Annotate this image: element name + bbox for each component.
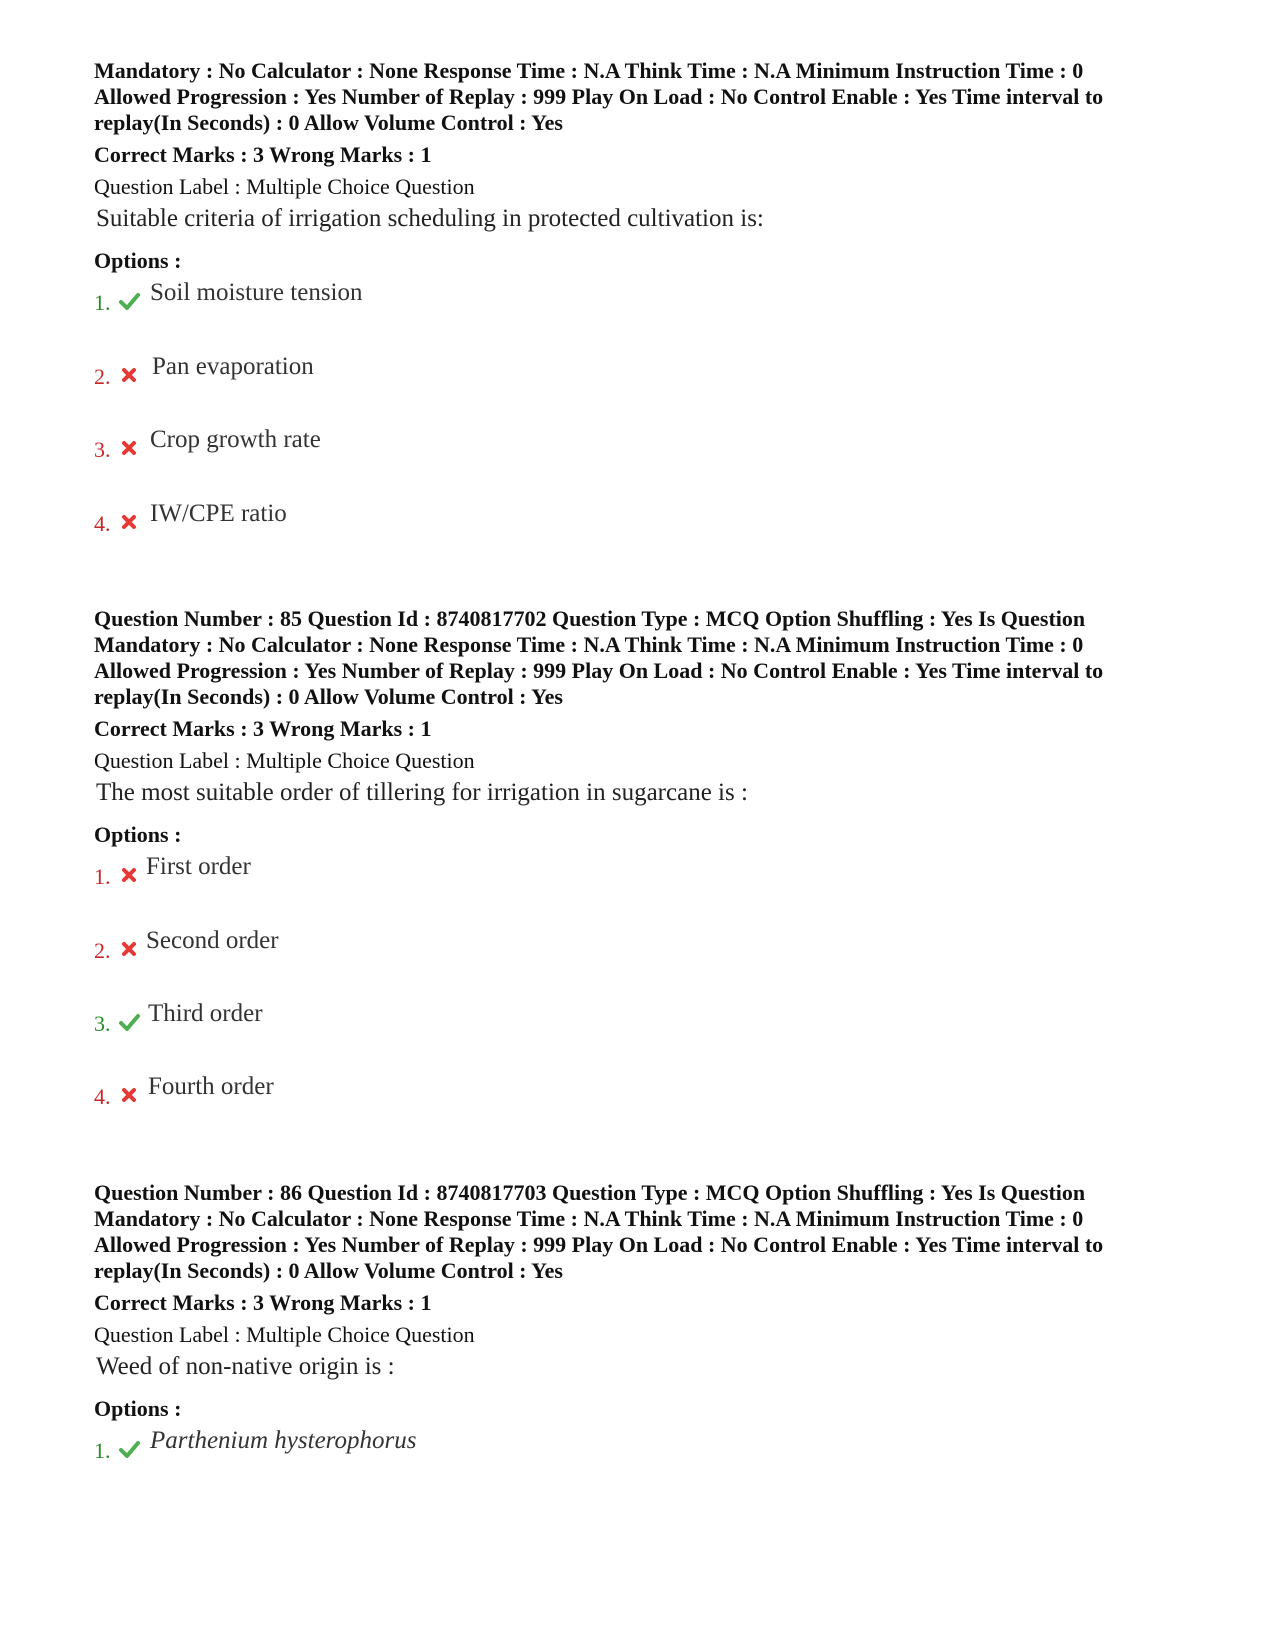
question-meta-line: Question Number : 85 Question Id : 8740817702 Question Type : MCQ Option Shuffling : Yes Is Question [94,606,1086,631]
question-meta-line: replay(In Seconds) : 0 Allow Volume Control : Yes [94,110,563,135]
cross-icon [118,511,140,533]
option-text: Parthenium hysterophorus [150,1427,417,1454]
options-list-86 [94,1426,1204,1486]
question-meta-line: replay(In Seconds) : 0 Allow Volume Control : Yes [94,1258,563,1283]
cross-icon [118,864,140,886]
option-text: Pan evaporation [152,353,314,380]
question-text: Suitable criteria of irrigation scheduling in protected cultivation is: [96,205,764,232]
check-icon [118,290,140,312]
question-text: The most suitable order of tillering for irrigation in sugarcane is : [96,779,748,806]
options-title: Options : [94,1396,182,1421]
option-text: First order [146,853,251,880]
option-number: 2. [94,364,111,389]
cross-icon [118,437,140,459]
option-number: 3. [94,1011,111,1036]
question-meta-line: Allowed Progression : Yes Number of Replay : 999 Play On Load : No Control Enable : Yes Time interval to [94,658,1104,683]
question-label: Question Label : Multiple Choice Question [94,1322,475,1347]
option-number: 3. [94,437,111,462]
question-meta-line: Allowed Progression : Yes Number of Replay : 999 Play On Load : No Control Enable : Yes Time interval to [94,1232,1104,1257]
option-text: Second order [146,927,279,954]
option-number: 4. [94,1084,111,1109]
option-number: 2. [94,938,111,963]
question-meta-line: Mandatory : No Calculator : None Response Time : N.A Think Time : N.A Minimum Instruction Time : 0 [94,632,1084,657]
option-number: 1. [94,864,111,889]
check-icon [118,1011,140,1033]
question-meta-line: replay(In Seconds) : 0 Allow Volume Control : Yes [94,684,563,709]
option-text: Fourth order [148,1073,274,1100]
marks-info: Correct Marks : 3 Wrong Marks : 1 [94,142,432,167]
options-list-84 [94,278,1204,548]
option-number: 1. [94,290,111,315]
option-text: Third order [148,1000,263,1027]
question-block-84 [94,58,1204,274]
question-text: Weed of non-native origin is : [96,1353,395,1380]
marks-info: Correct Marks : 3 Wrong Marks : 1 [94,1290,432,1315]
question-label: Question Label : Multiple Choice Question [94,174,475,199]
option-text: Crop growth rate [150,426,321,453]
option-number: 4. [94,511,111,536]
option-text: IW/CPE ratio [150,500,287,527]
question-meta-line: Allowed Progression : Yes Number of Replay : 999 Play On Load : No Control Enable : Yes Time interval to [94,84,1104,109]
check-icon [118,1438,140,1460]
option-text: Soil moisture tension [150,279,363,306]
question-meta-line: Mandatory : No Calculator : None Response Time : N.A Think Time : N.A Minimum Instruction Time : 0 [94,1206,1084,1231]
question-block-86 [94,1180,1204,1422]
option-number: 1. [94,1438,111,1463]
question-label: Question Label : Multiple Choice Question [94,748,475,773]
marks-info: Correct Marks : 3 Wrong Marks : 1 [94,716,432,741]
options-list-85 [94,852,1204,1122]
cross-icon [118,1084,140,1106]
question-block-85 [94,606,1204,848]
options-title: Options : [94,248,182,273]
options-title: Options : [94,822,182,847]
question-meta-line: Question Number : 86 Question Id : 8740817703 Question Type : MCQ Option Shuffling : Yes Is Question [94,1180,1086,1205]
cross-icon [118,364,140,386]
question-meta-line: Mandatory : No Calculator : None Response Time : N.A Think Time : N.A Minimum Instruction Time : 0 [94,58,1084,83]
cross-icon [118,938,140,960]
